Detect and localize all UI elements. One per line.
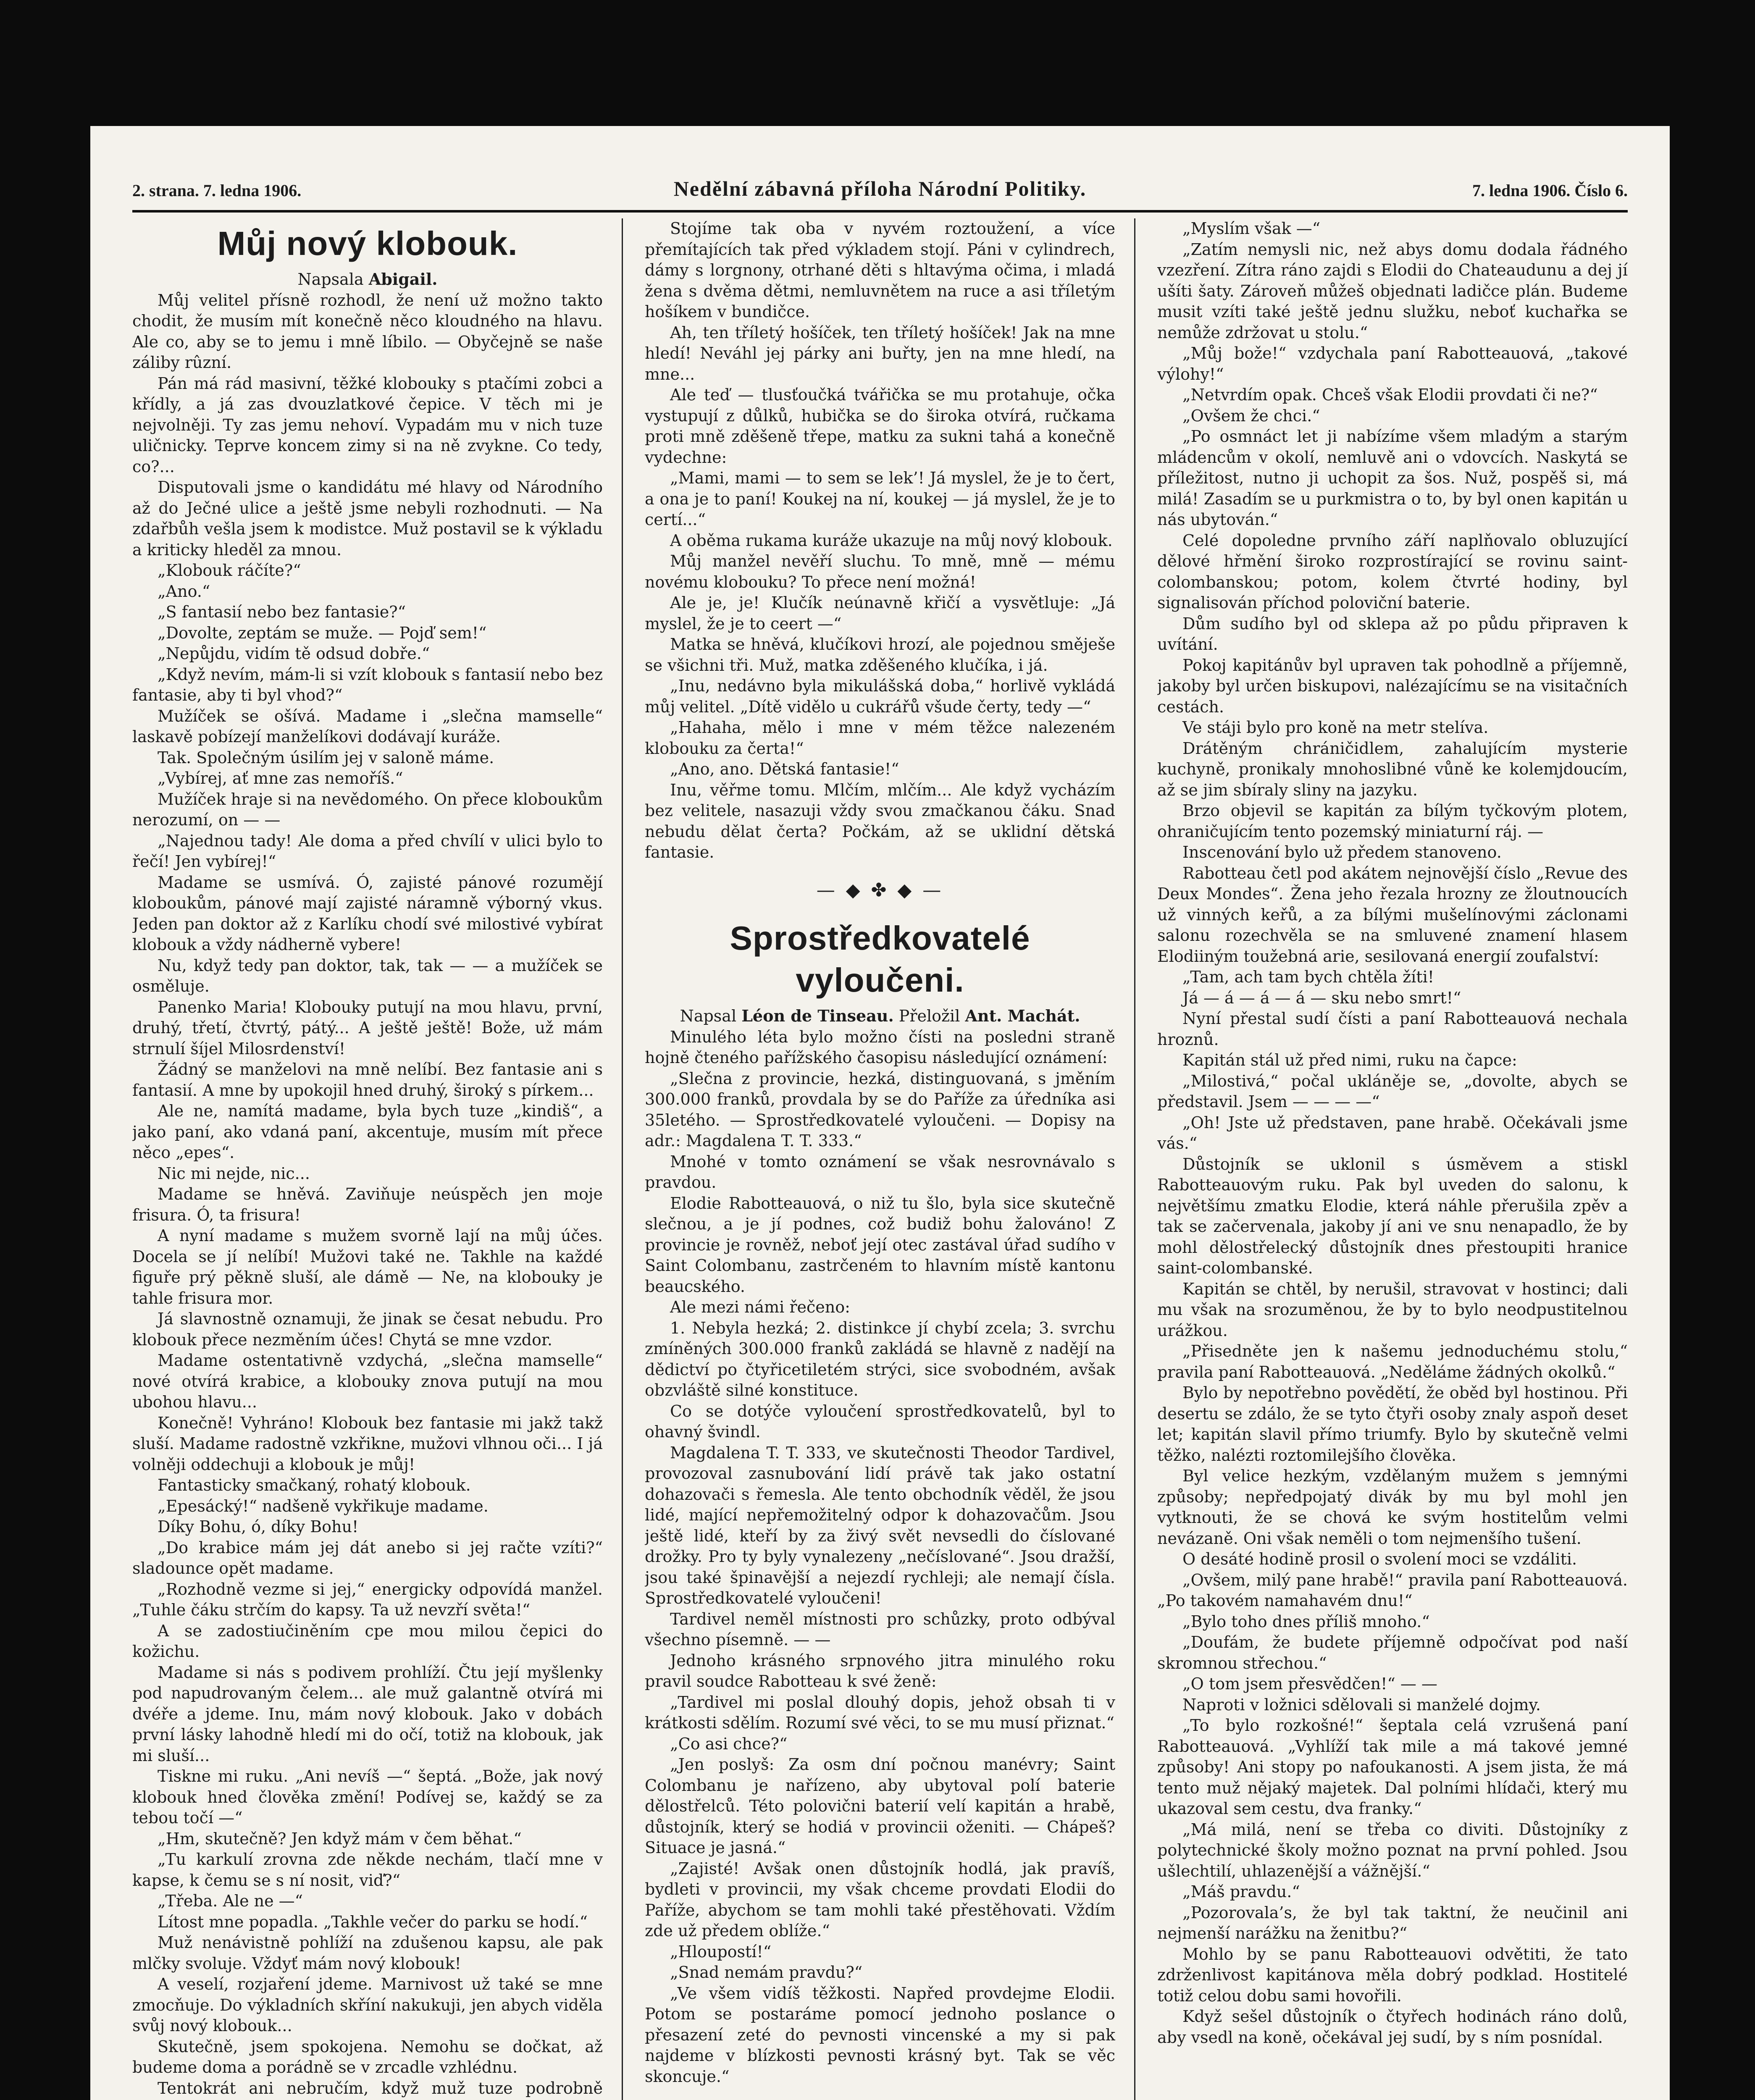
paragraph: „Ovšem, milý pane hrabě!“ pravila paní Rabotteauová. „Po takovém namahavém dnu!“ [1157,1570,1628,1610]
article-body [132,290,603,2100]
paragraph: Tentokrát ani nebručím, když muž tuze podrobně [158,2079,603,2097]
paragraph: Mužíček hraje si na nevědomého. On přece kloboukům nerozumí, on — — [132,790,603,829]
byline-translator-prefix: Přeložil [899,1007,960,1025]
paragraph: Madame si nás s podivem prohlíží. Čtu její myšlenky pod napudrovaným čelem... ale muž galantně otvírá mi dvéře a jdeme. Inu, mám nový klobouk. Jako v dobách první lásky lahodně hledí mi do očí, totiž na klobouk, jak mi sluší... [132,1663,603,1765]
paragraph: Žádný se manželovi na mně nelíbí. Bez fantasie ani s fantasií. A mne by upokojil hned druhý, široký s pírkem... [132,1060,603,1100]
column-divider [622,218,623,2100]
paragraph: Byl velice hezkým, vzdělaným mužem s jemnými způsoby; nepředpojatý divák by mu byl mohl jen vytknouti, že se chová ke svým hostitelům velmi nevázaně. Oni však neměli o tom nejmenšího tušení. [1157,1467,1628,1548]
paragraph: „Máš pravdu.“ [1182,1882,1300,1901]
paragraph: „S fantasií nebo bez fantasie?“ [158,603,406,621]
paragraph: Celé dopoledne prvního září naplňovalo obluzující dělové hřmění široko rozprostírající se rovinu saint-colombanskou; potom, kolem čtvrté hodiny, byl signalisován příchod poloviční baterie. [1157,531,1628,612]
paragraph: Disputovali jsme o kandidátu mé hlavy od Národního až do Ječné ulice a ještě jsme nebyli rozhodnuti. — Na zdařbůh vešla jsem k modistce. Muž postavil se k výkladu a kriticky hleděl za mnou. [132,478,603,559]
paragraph: „Když nevím, mám-li si vzít klobouk s fantasií nebo bez fantasie, aby ti byl vhod?“ [132,665,603,704]
byline-author: Abigail. [368,270,438,289]
paragraph: „Vybírej, ať mne zas nemoříš.“ [158,769,403,788]
paragraph: Nyní přestal sudí čísti a paní Rabotteauová nechala hroznů. [1157,1009,1628,1049]
paragraph: Ale mezi námi řečeno: [670,1298,850,1316]
paragraph: Kapitán se chtěl, by nerušil, stravovat v hostinci; dali mu však na srozuměnou, že by to bylo neodpustitelnou urážkou. [1157,1279,1628,1340]
paragraph: Madame ostentativně vzdychá, „slečna mamselle“ nové otvírá krabice, a klobouky znova putují na mou ubohou hlavu... [132,1351,603,1411]
paragraph: „Netvrdím opak. Chceš však Elodii provdati či ne?“ [1182,386,1598,404]
paragraph: Bylo by nepotřebno povědětí, že oběd byl hostinou. Při desertu se zdálo, že se tyto čtyři osoby znaly aspoň deset let; kapitán slavil přímo triumfy. Bylo by skutečně velmi těžko, nalézti roztomilejšího člověka. [1157,1383,1628,1465]
paragraph: Muž nenávistně pohlíží na zdušenou kapsu, ale pak mlčky svoluje. Vždyť mám nový klobouk! [132,1933,603,1973]
paragraph: Já slavnostně oznamuji, že jinak se česat nebudu. Pro klobouk přece nezměním účes! Chytá se mne vzdor. [132,1310,603,1349]
article-body [645,218,1115,863]
byline-prefix: Napsala [297,270,364,289]
paragraph: Konečně! Vyhráno! Klobouk bez fantasie mi jakž takž sluší. Madame radostně vzkřikne, mužovi vlhnou oči... I já volněji oddechuji a klobouk je můj! [132,1413,603,1474]
paragraph: Ale teď — tlusťoučká tvářička se mu protahuje, očka vystupují z důlků, hubička se do široka otvírá, ručkama proti mně zděšeně třepe, matku za sukni tahá a konečně vydechne: [645,386,1115,467]
column-2 [645,218,1115,2100]
paragraph: „Ve všem vidíš těžkosti. Napřed provdejme Elodii. Potom se postaráme pomocí jednoho poslance o přesazení zeté do pevnosti vincenské a my si pak najdeme v blízkosti pevnosti krásný byt. Tak se věc skoncuje.“ [645,1984,1115,2086]
header-date-left: 2. strana. 7. ledna 1906. [132,181,302,200]
end-ornament: — ◆ ✤ ◆ — [816,879,944,901]
paragraph: „Po osmnáct let ji nabízíme všem mladým a starým mládencům v okolí, nemluvě ani o vdovcích. Naskytá se příležitost, nutno ji uchopit za šos. Nuž, pospěš si, má milá! Zasadím se u purkmistra o to, by byl onen kapitán u nás ubytován.“ [1157,427,1628,529]
paragraph: Rabotteau četl pod akátem nejnovější číslo „Revue des Deux Mondes“. Žena jeho řezala hrozny ze žloutnoucích už vinných keřů, a za bílými mušelínovými záclonami salonu rozechvěla se na smluvené znamení hlasem Elodiiným toužebná arie, sesilovaná energií zoufalství: [1157,864,1628,966]
paragraph: Fantasticky smačkaný, rohatý klobouk. [158,1476,471,1494]
paragraph: „Můj bože!“ vzdychala paní Rabotteauová, „takové výlohy!“ [1157,344,1628,383]
byline-prefix: Napsal [680,1007,737,1025]
paragraph: „Tu karkulí zrovna zde někde nechám, tlačí mne v kapse, k čemu se s ní nosit, viď?“ [132,1850,603,1890]
paragraph: „Jen poslyš: Za osm dní počnou manévry; Saint Colombanu je nařízeno, aby ubytoval polí baterie dělostřelců. Této polovični baterií velí kapitán a hrabě, důstojník, který se hodiá v provincii oženiti. — Chápeš? Situace je jasná.“ [645,1755,1115,1857]
paragraph: Důstojník se uklonil s úsměvem a stiskl Rabotteauovým ruku. Pak byl uveden do salonu, k největšímu zmatku Elodie, která náhle přerušila zpěv a tak se začervenala, jakoby jí ani ve snu nenapadlo, že by mohl dělostřelecký důstojník dnes přestoupiti hranice saint-colombanské. [1157,1155,1628,1277]
paragraph: Minulého léta bylo možno čísti na posledni straně hojně čteného pařížského časopisu následující oznámení: [645,1027,1115,1067]
paragraph: „Oh! Jste už představen, pane hrabě. Očekávali jsme vás.“ [1157,1113,1628,1152]
paragraph: Tardivel neměl místnosti pro schůzky, proto odbýval všechno písemně. — — [645,1609,1115,1649]
paragraph: Ah, ten tříletý hošíček, ten tříletý hošíček! Jak na mne hledí! Neváhl jej párky ani buřty, jen na mne hledí, na mne... [645,323,1115,383]
paragraph: A veselí, rozjaření jdeme. Marnivost už také se mne zmocňuje. Do výkladních skříní nakukuji, jen abych viděla svůj nový klobouk... [132,1975,603,2035]
paragraph: Mohlo by se panu Rabotteauovi odvětiti, že tato zdrženlivost kapitánova měla dobrý podklad. Hostitelé totiž celou dobu sami hovořili. [1157,1945,1628,2005]
paragraph: „Nepůjdu, vidím tě odsud dobře.“ [158,644,430,663]
paragraph: Matka se hněvá, klučíkovi hrozí, ale pojednou směješe se všichni tři. Muž, matka zděšeného klučíka, i já. [645,635,1115,675]
paragraph: Inscenování bylo už předem stanoveno. [1182,843,1502,861]
column-1 [132,218,603,2100]
article-title: Můj nový klobouk. [217,225,518,262]
article-body [645,1027,1115,2087]
paragraph: „To bylo rozkošné!“ šeptala celá vzrušená paní Rabotteauová. „Vyhlíží tak mile a má takové jemné způsoby! Ani stopy po nafoukanosti. A jsem jista, že má tento muž nějaký majetek. Dal polními hlídači, který mu ukazoval sem cestu, dva franky.“ [1157,1716,1628,1818]
paragraph: „Tam, ach tam bych chtěla žíti! [1182,968,1434,986]
paragraph: Ve stáji bylo pro koně na metr stelíva. [1182,718,1489,737]
paragraph: Lítost mne popadla. „Takhle večer do parku se hodí.“ [158,1912,588,1931]
column-divider [1134,218,1135,2100]
paragraph: „Najednou tady! Ale doma a před chvílí v ulici bylo to řečí! Jen vybírej!“ [132,831,603,871]
paragraph: „Zajisté! Avšak onen důstojník hodlá, jak pravíš, bydleti v provincii, my však chceme provdati Elodii do Paříže, abychom se tam mohli také přestěhovati. Vždím zde už předem oblíže.“ [645,1859,1115,1940]
paragraph: „Hahaha, mělo i mne v mém těžce nalezeném klobouku za čerta!“ [645,718,1115,758]
paragraph: Madame se hněvá. Zaviňuje neúspěch jen mojе frisura. Ó, ta frisura! [132,1185,603,1224]
paragraph: Skutečně, jsem spokojena. Nemohu se dočkat, až budeme doma a porádně se v zrcadle vzhlédnu. [132,2037,603,2076]
paragraph: „Má milá, není se třeba co diviti. Důstojníky z polytechnické školy možno poznat na první pohled. Jsou ušlechtilí, uhlazenější a vážnější.“ [1157,1820,1628,1880]
paragraph: Naproti v ložnici sdělovali si manželé dojmy. [1182,1695,1541,1714]
paragraph: „Doufám, že budete příjemně odpočívat pod naší skromnou střechou.“ [1157,1633,1628,1672]
header-rule [132,210,1628,213]
article-byline [132,269,603,290]
paragraph: „Ano, ano. Dětská fantasie!“ [670,760,899,778]
paragraph: „Mami, mami — to sem se lek’! Já myslel, že je to čert, a ona je to paní! Koukej na ní, koukej — já myslel, že je to certí...“ [645,469,1115,529]
paragraph: Když sešel důstojník o čtyřech hodinách ráno dolů, aby vsedl na koně, očekával jej sudí, by s ním posnídal. [1157,2007,1628,2047]
paragraph: A oběma rukama kuráže ukazuje na můj nový klobouk. [670,531,1113,550]
paragraph: A se zadostiučiněním cpe mou milou čepici do kožichu. [132,1621,603,1661]
article-byline [645,1005,1115,1027]
paragraph: Můj manžel nevěří sluchu. To mně, mně — mému novému klobouku? To přece není možná! [645,552,1115,591]
article-title: Sprostředkovatelé vyloučeni. [730,919,1030,999]
paragraph: „Zatím nemysli nic, než abys domu dodala řádného vzezření. Zítra ráno zajdi s Elodii do Chateaudunu a dej jí ušíti šaty. Zároveň můžeš objednati ladičce plán. Budeme musit vzíti také ještě jednu služku, neboť kuchařka se nemůže zdržovat u stolu.“ [1157,240,1628,342]
paragraph: Ale ne, namítá madame, byla bych tuze „kindiš“, a jako paní, ako vdaná paní, akcentuje, musím mít přece něco „epes“. [132,1102,603,1162]
paragraph: „Co asi chce?“ [670,1734,788,1753]
paragraph: Já — á — á — á — sku nebo smrt!“ [1182,988,1461,1007]
paragraph: Drátěným chráničidlem, zahalujícím mysterie kuchyně, pronikaly mnohoslibné vůně ke kolemjdoucím, až se jim sbíraly sliny na jazyku. [1157,739,1628,799]
header-publication-title: Nedělní zábavná příloha Národní Politiky. [673,177,1087,200]
paragraph: „Bylo toho dnes příliš mnoho.“ [1182,1612,1430,1631]
paragraph: Tak. Společným úsilím jej v saloně máme. [158,748,494,767]
paragraph: Stojíme tak oba v nyvém roztoužení, a více přemítajících tak před výkladem stojí. Páni v cylindrech, dámy s lorgnony, otrhané děti s hltavýma očima, i mladá žena s dvěma dětmi, nemluvnětem na ruce a asi tříletým hošíkem v bundičce. [645,219,1115,321]
paragraph: O desáté hodině prosil o svolení moci se vzdáliti. [1182,1550,1577,1568]
paragraph: „Pozorovala’s, že byl tak taktní, že neučinil ani nejmenší narážku na ženitbu?“ [1157,1903,1628,1942]
paragraph: Můj velitel přísně rozhodl, že není už možno takto chodit, že musím mít konečně něco kloudného na hlavu. Ale co, aby se to jemu i mně líbilo. — Obyčejně se naše záliby rûzní. [132,291,603,372]
paragraph: Magdalena T. T. 333, ve skutečnosti Theodor Tardivel, provozoval zasnubování lidí právě tak jako ostatní dohazovači s řemesla. Ale tento obchodník věděl, že jsou lidé, mající nepřemožitelný odpor k dohazovačům. Jsou ještě lidé, kteří by za živý svět nevsedli do číslované drožky. Pro ty byly vynalezeny „nečíslované“. Jsou dražší, jsou také špinavější a nejezdí rychleji; ale nemají čísla. Sprostředkovatelé vyloučeni! [645,1443,1115,1607]
paragraph: „Dovolte, zeptám se muže. — Pojď sem!“ [158,623,487,642]
paragraph: „Tardivel mi poslal dlouhý dopis, jehož obsah ti v krátkosti sdělím. Rozumí své věci, to se mu musí přiznat.“ [645,1693,1115,1732]
paragraph: „Ovšem že chci.“ [1182,406,1320,425]
header-date-issue: 7. ledna 1906. Číslo 6. [1472,181,1628,200]
paragraph: Inu, věřme tomu. Mlčím, mlčím... Ale když vycházím bez velitele, nasazuji vždy svou zmačkanou čáku. Snad nebudu dělat čerta? Počkám, až se uklidní dětská fantasie. [645,780,1115,861]
paragraph: „Do krabice mám jej dát anebo si jej račte vzíti?“ sladounce opět madame. [132,1538,603,1578]
paragraph: Dům sudího byl od sklepa až po půdu připraven k uvítání. [1157,614,1628,654]
paragraph: „Hm, skutečně? Jen když mám v čem běhat.“ [158,1829,522,1848]
column-3 [1157,218,1628,2100]
paragraph: Nic mi nejde, nic... [158,1164,310,1183]
paragraph: A nyní madame s mužem svorně lají na můj účes. Docela se jí nelíbí! Mužovi také ne. Takhle na každé figuře prý pěkně sluší, ale dámě — Ne, na klobouky je tahle frisura mor. [132,1226,603,1307]
paragraph: Brzo objevil se kapitán za bílým tyčkovým plotem, ohraničujícím tento pozemský miniaturní ráj. — [1157,801,1628,841]
paragraph: „Hloupostí!“ [670,1942,772,1961]
paragraph: „Slečna z provincie, hezká, distinguovaná, s jměním 300.000 franků, provdala by se do Paříže za úředníka asi 35letého. — Sprostředkovatelé vyloučeni. — Dopisy na adr.: Magdalena T. T. 333.“ [645,1069,1115,1150]
paragraph: Panenko Maria! Klobouky putují na mou hlavu, první, druhý, třetí, čtvrtý, pátý... A ještě ještě! Bože, už mám strnulí šíjel Milosrdenství! [132,998,603,1058]
newspaper-page [90,126,1670,2100]
paragraph: „O tom jsem přesvědčen!“ — — [1182,1675,1437,1693]
paragraph: Pokoj kapitánův byl upraven tak pohodlně a příjemně, jakoby byl určen biskupovi, nalézajícímu se na visitačních cestách. [1157,656,1628,716]
paragraph: Kapitán stál už před nimi, ruku na čapce: [1182,1051,1517,1069]
paragraph: Tiskne mi ruku. „Ani nevíš —“ šeptá. „Bože, jak nový klobouk hned člověka změní! Podívej se, každý se za tebou točí —“ [132,1767,603,1827]
paragraph: „Přisedněte jen k našemu jednoduchému stolu,“ pravila paní Rabotteauová. „Neděláme žádných okolků.“ [1157,1342,1628,1381]
paragraph: Díky Bohu, ó, díky Bohu! [158,1517,359,1536]
paragraph: Mužíček se ošívá. Madame i „slečna mamselle“ laskavě pobízejí manželíkovi dodávají kuráže. [132,706,603,746]
paragraph: Nu, když tedy pan doktor, tak, tak — — a mužíček se osměluje. [132,956,603,995]
paragraph: Madame se usmívá. Ó, zajisté pánové rozumějí kloboukům, pánové mají zajisté náramně výborný vkus. Jeden pan doktor až z Karlíku chodí své milostivé vybírat klobouk a vždy nádherně vybere! [132,873,603,954]
paragraph: „Ano.“ [158,582,210,601]
paragraph: 1. Nebyla hezká; 2. distinkce jí chybí zcela; 3. svrchu zmíněných 300.000 franků zakládá se hlavně z nadějí na dědictví po čtyřicetiletém strýci, sice svobodném, avšak obzvláště silné konstituce. [645,1318,1115,1399]
paragraph: „Myslím však —“ [1182,219,1321,238]
paragraph: „Inu, nedávno byla mikulášská doba,“ horlivě vykládá můj velitel. „Dítě vidělo u cukrářů všude čerty, tedy —“ [645,677,1115,716]
paragraph: „Třeba. Ale ne —“ [158,1892,303,1910]
paragraph: „Snad nemám pravdu?“ [670,1963,863,1982]
byline-translator: Ant. Machát. [965,1006,1080,1025]
byline-author: Léon de Tinseau. [741,1006,894,1025]
paragraph: Co se dotýče vyloučení sprostředkovatelů, byl to ohavný švindl. [645,1402,1115,1441]
paragraph: „Klobouk ráčíte?“ [158,561,301,580]
paragraph: Elodie Rabotteauová, o niž tu šlo, byla sice skutečně slečnou, a je jí podnes, což budiž bohu žalováno! Z provincie je rovněž, neboť její otec zastával úřad sudího v Saint Colombanu, zastrčeném to hlavním místě kantonu beaucského. [645,1194,1115,1296]
paragraph: Ale je, je! Klučík neúnavně křičí a vysvětluje: „Já myslel, že je to ceert —“ [645,593,1115,633]
paragraph: „Epesácký!“ nadšeně vykřikuje madame. [158,1496,489,1515]
paragraph: Pán má rád masivní, těžké klobouky s ptačími zobci a křídly, a já zas dvouzlatkové čepice. V těch mi je nejvolněji. Ty zas jemu nehoví. Vypadám mu v nich tuze uličnicky. Teprve koncem zimy si na ně zvykne. Co tedy, co?... [132,374,603,476]
paragraph: „Milostivá,“ počal ukláněje se, „dovolte, abych se představil. Jsem — — — —“ [1157,1071,1628,1111]
paragraph: Mnohé v tomto oznámení se však nesrovnávalo s pravdou. [645,1152,1115,1192]
page-header [132,176,1628,206]
paragraph: „Rozhodně vezme si jej,“ energicky odpovídá manžel. „Tuhle čáku strčím do kapsy. Ta už nevzří světa!“ [132,1580,603,1619]
paragraph: Jednoho krásného srpnového jitra minulého roku pravil soudce Rabotteau k své ženě: [645,1651,1115,1690]
article-body [1157,218,1628,2048]
